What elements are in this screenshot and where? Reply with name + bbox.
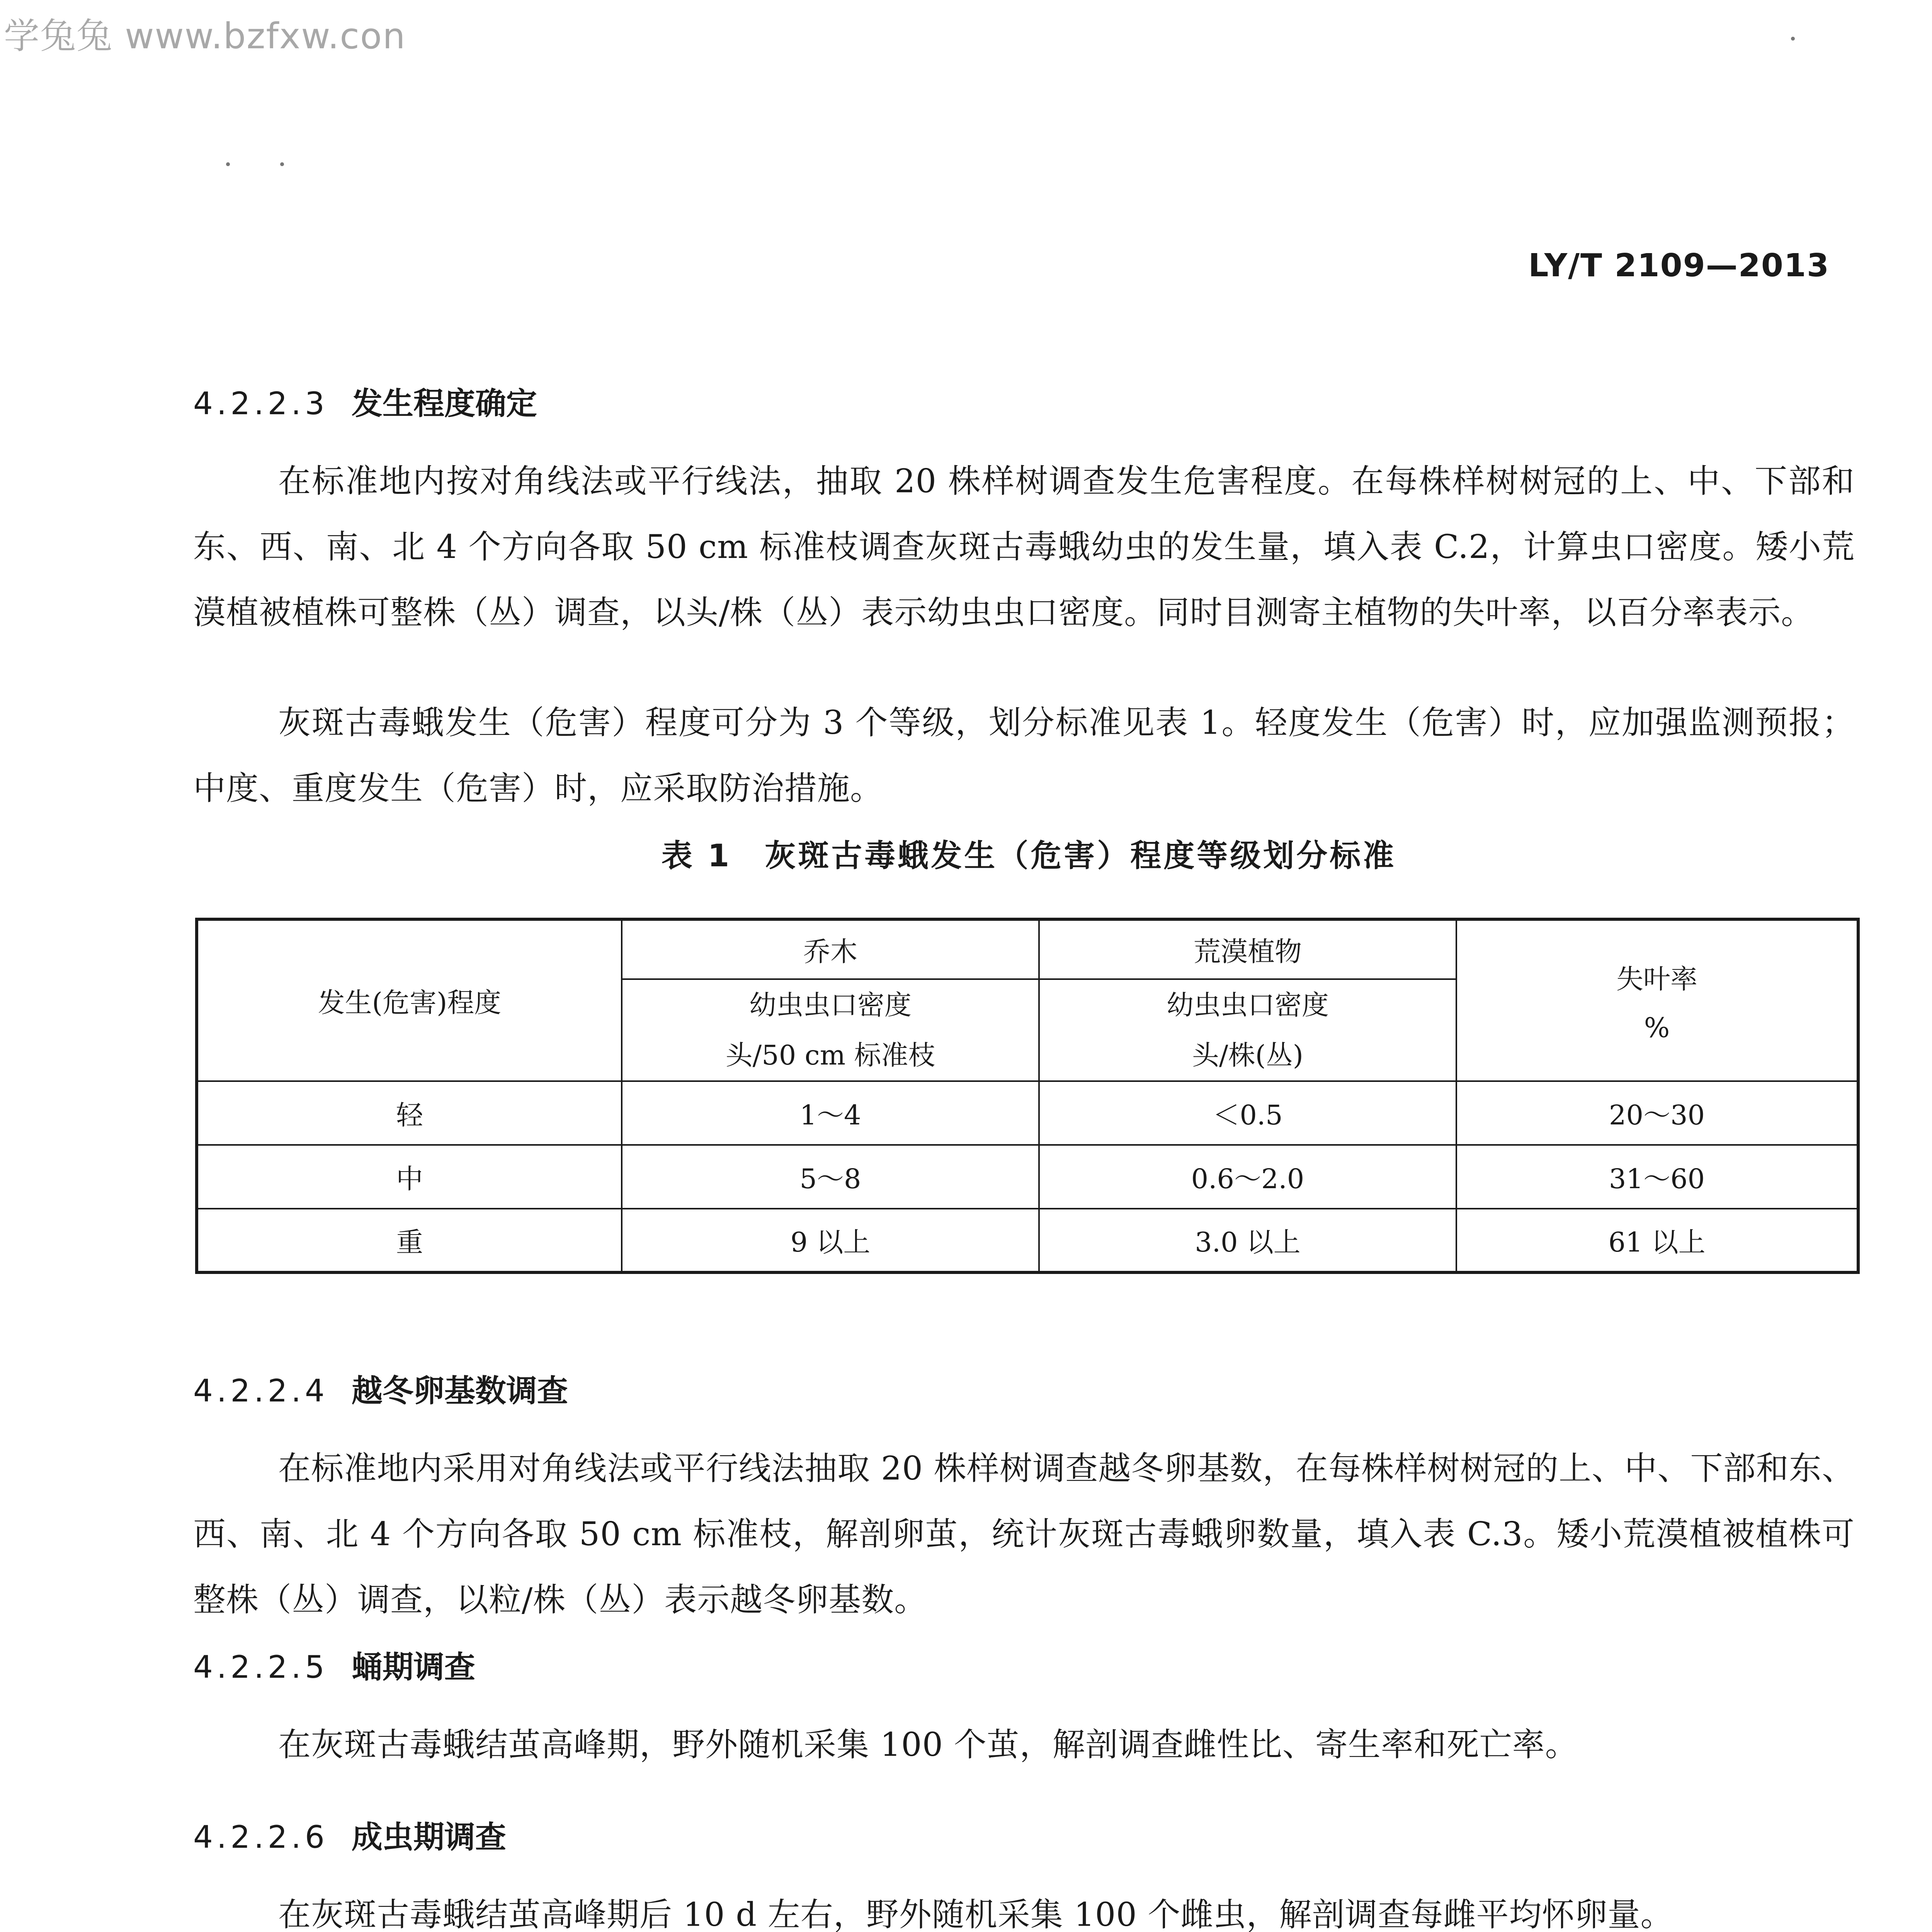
cell-loss: 31～60: [1456, 1145, 1858, 1209]
section-number: 4.2.2.5: [193, 1649, 328, 1685]
cell-degree: 中: [197, 1145, 622, 1209]
cell-tree: 9 以上: [622, 1209, 1039, 1272]
cell-tree: 5～8: [622, 1145, 1039, 1209]
table-header-row: [197, 919, 1858, 979]
scan-speck: [280, 162, 284, 166]
standard-code-header: LY/T 2109—2013: [1528, 247, 1830, 284]
grade-table: [195, 918, 1860, 1274]
paragraph: 在标准地内按对角线法或平行线法，抽取 20 株样树调查发生危害程度。在每株样树树冠的上、中、下部和东、西、南、北 4 个方向各取 50 cm 标准枝调查灰斑古毒蛾幼虫的发生量，填入表 C.2，计算虫口密度。矮小荒漠植被植株可整株（丛）调查，以头/株（丛）表示幼虫虫口密度。同时目测寄主植物的失叶率，以百分率表示。: [193, 462, 1855, 631]
paragraph: 在标准地内采用对角线法或平行线法抽取 20 株样树调查越冬卵基数，在每株样树树冠的上、中、下部和东、西、南、北 4 个方向各取 50 cm 标准枝，解剖卵茧，统计灰斑古毒蛾卵数量，填入表 C.3。矮小荒漠植被植株可整株（丛）调查，以粒/株（丛）表示越冬卵基数。: [193, 1449, 1855, 1619]
cell-desert: ＜0.5: [1039, 1081, 1456, 1145]
table-row: [197, 1145, 1858, 1209]
site-watermark: 学兔兔 www.bzfxw.con: [4, 15, 406, 57]
subheader-line: 头/50 cm 标准枝: [725, 1039, 935, 1071]
section-title: 蛹期调查: [351, 1649, 475, 1685]
scan-speck: [1791, 37, 1795, 41]
header-degree: 发生(危害)程度: [197, 919, 622, 1081]
section-heading-4-2-2-3: [193, 383, 1855, 425]
paragraph: 在灰斑古毒蛾结茧高峰期后 10 d 左右，野外随机采集 100 个雌虫，解剖调查每雌平均怀卵量。: [278, 1896, 1673, 1932]
paragraph: 灰斑古毒蛾发生（危害）程度可分为 3 个等级，划分标准见表 1。轻度发生（危害）时，应加强监测预报；中度、重度发生（危害）时，应采取防治措施。: [193, 704, 1855, 807]
section-title: 成虫期调查: [351, 1819, 506, 1855]
cell-tree: 1～4: [622, 1081, 1039, 1145]
header-desert-density: [1039, 979, 1456, 1081]
section-number: 4.2.2.3: [193, 386, 328, 422]
subheader-line: 头/株(丛): [1192, 1039, 1304, 1071]
scan-speck: [226, 162, 230, 166]
table-title: 表 1 灰斑古毒蛾发生（危害）程度等级划分标准: [661, 838, 1396, 874]
section-number: 4.2.2.6: [193, 1819, 328, 1855]
section-heading-4-2-2-6: [193, 1816, 1855, 1859]
table-row: [197, 1081, 1858, 1145]
section-heading-4-2-2-5: [193, 1646, 1855, 1689]
section-heading-4-2-2-4: [193, 1370, 1855, 1412]
cell-loss: 61 以上: [1456, 1209, 1858, 1272]
section-title: 发生程度确定: [351, 386, 537, 422]
table-row: [197, 1209, 1858, 1272]
header-leaf-loss: [1456, 919, 1858, 1081]
subheader-line: 幼虫虫口密度: [749, 989, 912, 1021]
header-tree-density: [622, 979, 1039, 1081]
cell-degree: 轻: [197, 1081, 622, 1145]
header-leaf-loss-label: 失叶率: [1616, 963, 1697, 995]
cell-degree: 重: [197, 1209, 622, 1272]
cell-desert: 0.6～2.0: [1039, 1145, 1456, 1209]
cell-loss: 20～30: [1456, 1081, 1858, 1145]
subheader-line: 幼虫虫口密度: [1167, 989, 1329, 1021]
section-title: 越冬卵基数调查: [351, 1373, 568, 1409]
header-tree: 乔木: [622, 919, 1039, 979]
header-leaf-loss-unit: %: [1644, 1012, 1670, 1044]
paragraph: 在灰斑古毒蛾结茧高峰期，野外随机采集 100 个茧，解剖调查雌性比、寄生率和死亡率。: [278, 1726, 1578, 1764]
section-number: 4.2.2.4: [193, 1373, 328, 1409]
cell-desert: 3.0 以上: [1039, 1209, 1456, 1272]
header-desert: 荒漠植物: [1039, 919, 1456, 979]
